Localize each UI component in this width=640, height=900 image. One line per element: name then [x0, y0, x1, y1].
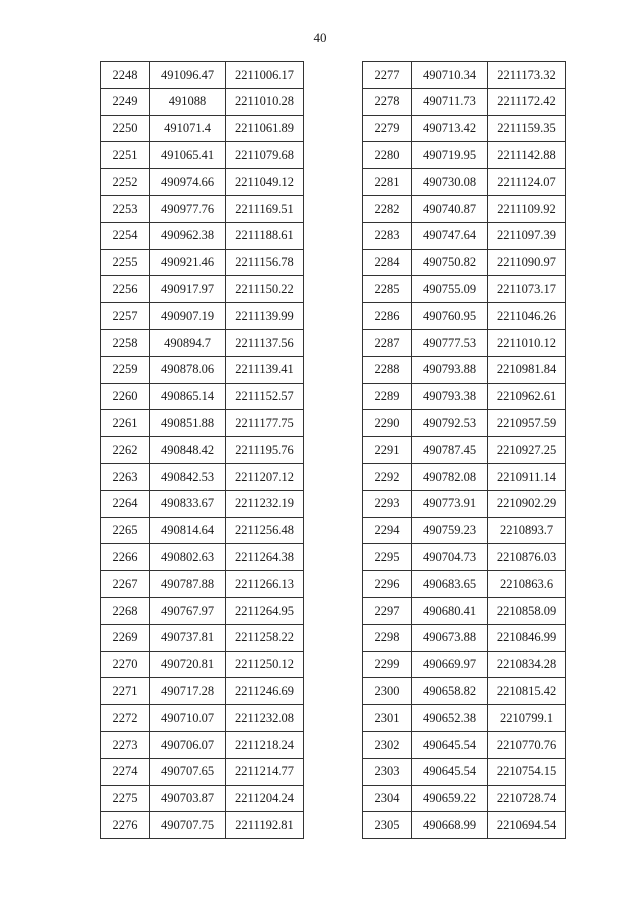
y-coordinate-cell: 2211188.61 [226, 222, 304, 249]
table-row [101, 276, 304, 303]
point-number-cell: 2270 [101, 651, 150, 678]
table-row [101, 62, 304, 89]
point-number-cell: 2297 [363, 597, 412, 624]
x-coordinate-cell: 490878.06 [150, 356, 226, 383]
table-row [363, 517, 566, 544]
y-coordinate-cell: 2211006.17 [226, 62, 304, 89]
point-number-cell: 2281 [363, 169, 412, 196]
y-coordinate-cell: 2211010.12 [488, 329, 566, 356]
point-number-cell: 2271 [101, 678, 150, 705]
y-coordinate-cell: 2210754.15 [488, 758, 566, 785]
table-row [101, 571, 304, 598]
y-coordinate-cell: 2211049.12 [226, 169, 304, 196]
x-coordinate-cell: 491088 [150, 88, 226, 115]
point-number-cell: 2255 [101, 249, 150, 276]
x-coordinate-cell: 490645.54 [412, 731, 488, 758]
y-coordinate-cell: 2210815.42 [488, 678, 566, 705]
table-row [101, 517, 304, 544]
table-row [101, 437, 304, 464]
x-coordinate-cell: 490917.97 [150, 276, 226, 303]
point-number-cell: 2267 [101, 571, 150, 598]
table-row [101, 410, 304, 437]
x-coordinate-cell: 490842.53 [150, 463, 226, 490]
point-number-cell: 2272 [101, 705, 150, 732]
point-number-cell: 2275 [101, 785, 150, 812]
table-row [363, 705, 566, 732]
x-coordinate-cell: 490747.64 [412, 222, 488, 249]
table-row [101, 88, 304, 115]
x-coordinate-cell: 490760.95 [412, 303, 488, 330]
y-coordinate-cell: 2210863.6 [488, 571, 566, 598]
y-coordinate-cell: 2210770.76 [488, 731, 566, 758]
x-coordinate-cell: 490658.82 [412, 678, 488, 705]
point-number-cell: 2292 [363, 463, 412, 490]
x-coordinate-cell: 490793.38 [412, 383, 488, 410]
point-number-cell: 2305 [363, 812, 412, 839]
table-row [363, 597, 566, 624]
y-coordinate-cell: 2211232.19 [226, 490, 304, 517]
y-coordinate-cell: 2211214.77 [226, 758, 304, 785]
y-coordinate-cell: 2211010.28 [226, 88, 304, 115]
x-coordinate-cell: 490793.88 [412, 356, 488, 383]
table-row [363, 276, 566, 303]
y-coordinate-cell: 2211097.39 [488, 222, 566, 249]
y-coordinate-cell: 2210981.84 [488, 356, 566, 383]
point-number-cell: 2285 [363, 276, 412, 303]
y-coordinate-cell: 2211218.24 [226, 731, 304, 758]
x-coordinate-cell: 490755.09 [412, 276, 488, 303]
y-coordinate-cell: 2211266.13 [226, 571, 304, 598]
point-number-cell: 2248 [101, 62, 150, 89]
point-number-cell: 2289 [363, 383, 412, 410]
x-coordinate-cell: 490848.42 [150, 437, 226, 464]
x-coordinate-cell: 490974.66 [150, 169, 226, 196]
point-number-cell: 2268 [101, 597, 150, 624]
table-row [363, 195, 566, 222]
point-number-cell: 2282 [363, 195, 412, 222]
table-row [101, 329, 304, 356]
point-number-cell: 2269 [101, 624, 150, 651]
x-coordinate-cell: 490737.81 [150, 624, 226, 651]
point-number-cell: 2253 [101, 195, 150, 222]
point-number-cell: 2299 [363, 651, 412, 678]
table-row [363, 812, 566, 839]
table-row [363, 758, 566, 785]
point-number-cell: 2301 [363, 705, 412, 732]
x-coordinate-cell: 490683.65 [412, 571, 488, 598]
x-coordinate-cell: 490719.95 [412, 142, 488, 169]
y-coordinate-cell: 2211079.68 [226, 142, 304, 169]
table-row [101, 544, 304, 571]
x-coordinate-cell: 490645.54 [412, 758, 488, 785]
table-row [363, 303, 566, 330]
x-coordinate-cell: 490711.73 [412, 88, 488, 115]
point-number-cell: 2278 [363, 88, 412, 115]
x-coordinate-cell: 490673.88 [412, 624, 488, 651]
y-coordinate-cell: 2210728.74 [488, 785, 566, 812]
x-coordinate-cell: 490894.7 [150, 329, 226, 356]
table-row [101, 169, 304, 196]
y-coordinate-cell: 2211142.88 [488, 142, 566, 169]
table-row [363, 678, 566, 705]
y-coordinate-cell: 2211207.12 [226, 463, 304, 490]
y-coordinate-cell: 2211139.41 [226, 356, 304, 383]
x-coordinate-cell: 490773.91 [412, 490, 488, 517]
table-row [101, 785, 304, 812]
y-coordinate-cell: 2211156.78 [226, 249, 304, 276]
point-number-cell: 2290 [363, 410, 412, 437]
point-number-cell: 2302 [363, 731, 412, 758]
point-number-cell: 2284 [363, 249, 412, 276]
table-row [363, 115, 566, 142]
point-number-cell: 2277 [363, 62, 412, 89]
y-coordinate-cell: 2211159.35 [488, 115, 566, 142]
y-coordinate-cell: 2210902.29 [488, 490, 566, 517]
x-coordinate-cell: 490740.87 [412, 195, 488, 222]
page-number: 40 [313, 30, 327, 45]
y-coordinate-cell: 2211232.08 [226, 705, 304, 732]
right-coordinate-table [362, 61, 566, 839]
x-coordinate-cell: 490750.82 [412, 249, 488, 276]
point-number-cell: 2296 [363, 571, 412, 598]
table-row [101, 115, 304, 142]
table-row [363, 731, 566, 758]
point-number-cell: 2260 [101, 383, 150, 410]
point-number-cell: 2257 [101, 303, 150, 330]
table-row [101, 463, 304, 490]
point-number-cell: 2295 [363, 544, 412, 571]
x-coordinate-cell: 490707.75 [150, 812, 226, 839]
point-number-cell: 2288 [363, 356, 412, 383]
point-number-cell: 2294 [363, 517, 412, 544]
point-number-cell: 2263 [101, 463, 150, 490]
x-coordinate-cell: 490814.64 [150, 517, 226, 544]
table-row [101, 303, 304, 330]
y-coordinate-cell: 2211173.32 [488, 62, 566, 89]
table-row [363, 249, 566, 276]
table-row [363, 62, 566, 89]
x-coordinate-cell: 490865.14 [150, 383, 226, 410]
point-number-cell: 2254 [101, 222, 150, 249]
table-row [101, 624, 304, 651]
point-number-cell: 2283 [363, 222, 412, 249]
table-row [101, 356, 304, 383]
point-number-cell: 2304 [363, 785, 412, 812]
table-row [101, 812, 304, 839]
x-coordinate-cell: 490782.08 [412, 463, 488, 490]
x-coordinate-cell: 490652.38 [412, 705, 488, 732]
table-row [363, 463, 566, 490]
x-coordinate-cell: 490907.19 [150, 303, 226, 330]
y-coordinate-cell: 2211204.24 [226, 785, 304, 812]
point-number-cell: 2249 [101, 88, 150, 115]
x-coordinate-cell: 490977.76 [150, 195, 226, 222]
x-coordinate-cell: 490851.88 [150, 410, 226, 437]
x-coordinate-cell: 490767.97 [150, 597, 226, 624]
x-coordinate-cell: 490962.38 [150, 222, 226, 249]
table-row [363, 329, 566, 356]
table-row [363, 785, 566, 812]
point-number-cell: 2287 [363, 329, 412, 356]
x-coordinate-cell: 490730.08 [412, 169, 488, 196]
x-coordinate-cell: 490680.41 [412, 597, 488, 624]
table-row [101, 383, 304, 410]
point-number-cell: 2261 [101, 410, 150, 437]
y-coordinate-cell: 2211172.42 [488, 88, 566, 115]
x-coordinate-cell: 490787.88 [150, 571, 226, 598]
x-coordinate-cell: 490706.07 [150, 731, 226, 758]
point-number-cell: 2251 [101, 142, 150, 169]
x-coordinate-cell: 490668.99 [412, 812, 488, 839]
x-coordinate-cell: 490717.28 [150, 678, 226, 705]
table-row [101, 597, 304, 624]
y-coordinate-cell: 2211109.92 [488, 195, 566, 222]
x-coordinate-cell: 491065.41 [150, 142, 226, 169]
y-coordinate-cell: 2211246.69 [226, 678, 304, 705]
point-number-cell: 2291 [363, 437, 412, 464]
y-coordinate-cell: 2211256.48 [226, 517, 304, 544]
x-coordinate-cell: 490710.34 [412, 62, 488, 89]
y-coordinate-cell: 2210694.54 [488, 812, 566, 839]
y-coordinate-cell: 2211250.12 [226, 651, 304, 678]
table-row [101, 705, 304, 732]
y-coordinate-cell: 2211090.97 [488, 249, 566, 276]
table-row [363, 383, 566, 410]
table-row [101, 195, 304, 222]
point-number-cell: 2250 [101, 115, 150, 142]
point-number-cell: 2259 [101, 356, 150, 383]
y-coordinate-cell: 2211192.81 [226, 812, 304, 839]
point-number-cell: 2262 [101, 437, 150, 464]
table-row [363, 437, 566, 464]
point-number-cell: 2273 [101, 731, 150, 758]
y-coordinate-cell: 2210834.28 [488, 651, 566, 678]
point-number-cell: 2276 [101, 812, 150, 839]
x-coordinate-cell: 490669.97 [412, 651, 488, 678]
point-number-cell: 2303 [363, 758, 412, 785]
y-coordinate-cell: 2211169.51 [226, 195, 304, 222]
point-number-cell: 2280 [363, 142, 412, 169]
point-number-cell: 2256 [101, 276, 150, 303]
x-coordinate-cell: 490704.73 [412, 544, 488, 571]
table-row [363, 624, 566, 651]
y-coordinate-cell: 2210858.09 [488, 597, 566, 624]
table-row [363, 88, 566, 115]
x-coordinate-cell: 490833.67 [150, 490, 226, 517]
x-coordinate-cell: 490802.63 [150, 544, 226, 571]
x-coordinate-cell: 491071.4 [150, 115, 226, 142]
y-coordinate-cell: 2211046.26 [488, 303, 566, 330]
y-coordinate-cell: 2210893.7 [488, 517, 566, 544]
x-coordinate-cell: 490713.42 [412, 115, 488, 142]
y-coordinate-cell: 2211137.56 [226, 329, 304, 356]
table-row [363, 169, 566, 196]
x-coordinate-cell: 490720.81 [150, 651, 226, 678]
point-number-cell: 2258 [101, 329, 150, 356]
x-coordinate-cell: 490710.07 [150, 705, 226, 732]
table-row [363, 410, 566, 437]
table-row [363, 544, 566, 571]
point-number-cell: 2279 [363, 115, 412, 142]
x-coordinate-cell: 490707.65 [150, 758, 226, 785]
right-table-body [363, 62, 566, 839]
point-number-cell: 2266 [101, 544, 150, 571]
table-row [101, 651, 304, 678]
table-row [101, 678, 304, 705]
y-coordinate-cell: 2211139.99 [226, 303, 304, 330]
y-coordinate-cell: 2210957.59 [488, 410, 566, 437]
x-coordinate-cell: 490659.22 [412, 785, 488, 812]
y-coordinate-cell: 2211152.57 [226, 383, 304, 410]
x-coordinate-cell: 491096.47 [150, 62, 226, 89]
point-number-cell: 2264 [101, 490, 150, 517]
y-coordinate-cell: 2210962.61 [488, 383, 566, 410]
y-coordinate-cell: 2211073.17 [488, 276, 566, 303]
y-coordinate-cell: 2211177.75 [226, 410, 304, 437]
y-coordinate-cell: 2211124.07 [488, 169, 566, 196]
y-coordinate-cell: 2210876.03 [488, 544, 566, 571]
x-coordinate-cell: 490703.87 [150, 785, 226, 812]
y-coordinate-cell: 2211195.76 [226, 437, 304, 464]
y-coordinate-cell: 2210927.25 [488, 437, 566, 464]
point-number-cell: 2286 [363, 303, 412, 330]
left-coordinate-table [100, 61, 304, 839]
y-coordinate-cell: 2211264.38 [226, 544, 304, 571]
table-row [363, 651, 566, 678]
table-row [101, 249, 304, 276]
table-row [101, 490, 304, 517]
y-coordinate-cell: 2211258.22 [226, 624, 304, 651]
y-coordinate-cell: 2210846.99 [488, 624, 566, 651]
x-coordinate-cell: 490759.23 [412, 517, 488, 544]
y-coordinate-cell: 2210911.14 [488, 463, 566, 490]
table-row [363, 356, 566, 383]
left-table-body [101, 62, 304, 839]
table-row [101, 142, 304, 169]
point-number-cell: 2300 [363, 678, 412, 705]
table-row [101, 222, 304, 249]
x-coordinate-cell: 490792.53 [412, 410, 488, 437]
point-number-cell: 2274 [101, 758, 150, 785]
table-row [101, 758, 304, 785]
point-number-cell: 2293 [363, 490, 412, 517]
y-coordinate-cell: 2211150.22 [226, 276, 304, 303]
point-number-cell: 2298 [363, 624, 412, 651]
y-coordinate-cell: 2211264.95 [226, 597, 304, 624]
table-row [363, 490, 566, 517]
table-row [363, 571, 566, 598]
point-number-cell: 2265 [101, 517, 150, 544]
x-coordinate-cell: 490921.46 [150, 249, 226, 276]
x-coordinate-cell: 490777.53 [412, 329, 488, 356]
y-coordinate-cell: 2210799.1 [488, 705, 566, 732]
table-row [101, 731, 304, 758]
x-coordinate-cell: 490787.45 [412, 437, 488, 464]
table-row [363, 142, 566, 169]
table-row [363, 222, 566, 249]
y-coordinate-cell: 2211061.89 [226, 115, 304, 142]
point-number-cell: 2252 [101, 169, 150, 196]
